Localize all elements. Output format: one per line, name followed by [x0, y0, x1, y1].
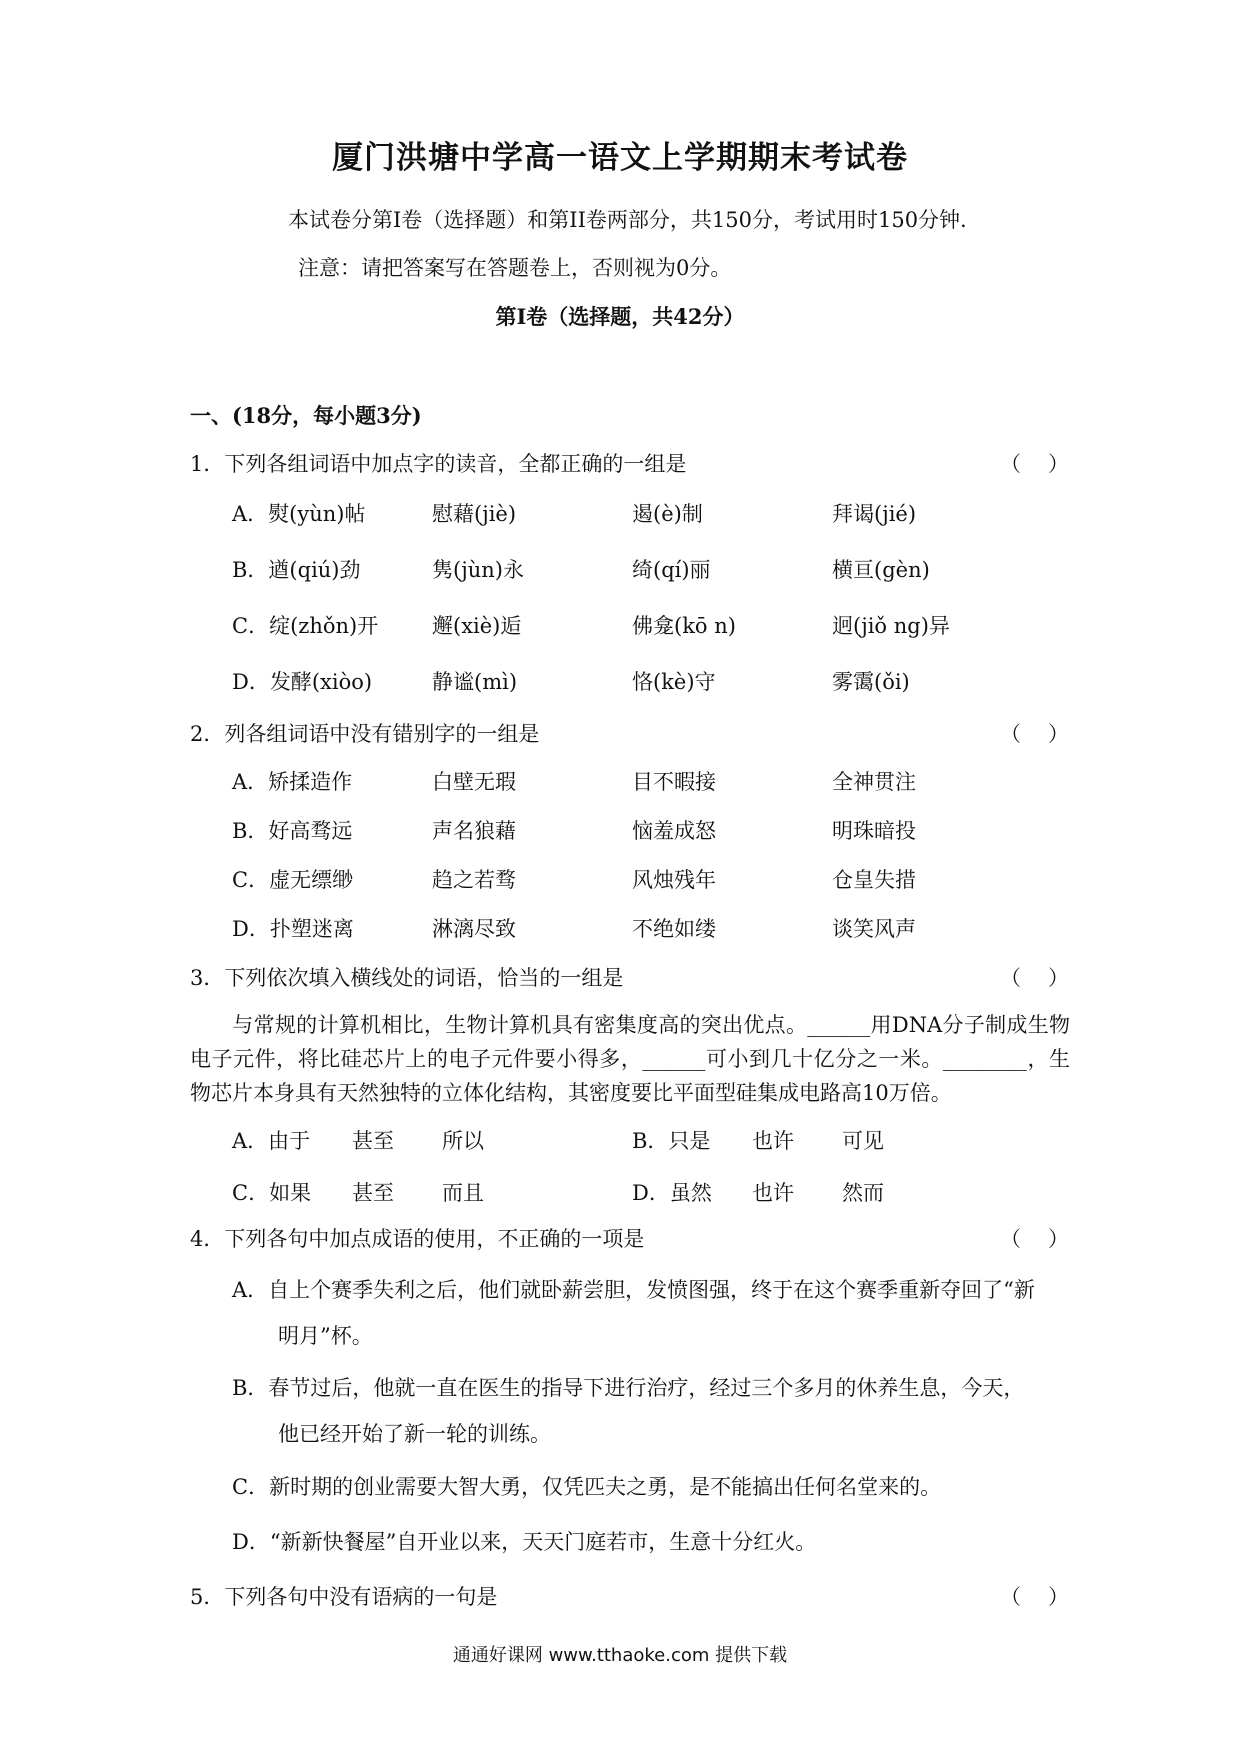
q3-option-d-1: D．虽然	[632, 1181, 712, 1205]
q1-option-b-1: B．遒(qiú)劲	[232, 558, 361, 582]
q3-option-a-1: A．由于	[232, 1129, 311, 1153]
q2-option-a-2: 白壁无瑕	[432, 770, 516, 794]
q1-option-a-3: 遏(è)制	[632, 502, 703, 526]
exam-title: 厦门洪塘中学高一语文上学期期末考试卷	[332, 140, 908, 176]
q1-option-a-2: 慰藉(jiè)	[432, 502, 517, 526]
q4-answer-bracket: （ ）	[1000, 1227, 1069, 1251]
q1-option-d-2: 静谧(mì)	[432, 670, 518, 694]
q4-stem: 4．下列各句中加点成语的使用，不正确的一项是	[190, 1227, 645, 1251]
q1-option-a-4: 拜谒(jié)	[832, 502, 917, 526]
q3-option-c-3: 而且	[442, 1181, 484, 1205]
q1-option-b-4: 横亘(gèn)	[832, 558, 930, 582]
q1-option-d-4: 雾霭(ǒi)	[832, 670, 910, 694]
q2-option-b-3: 恼羞成怒	[632, 819, 716, 843]
q2-option-c-3: 风烛残年	[632, 868, 716, 892]
q3-option-a-2: 甚至	[352, 1129, 394, 1153]
section1-heading: 一、(18分，每小题3分)	[190, 403, 422, 428]
q1-option-c-4: 迥(jiǒ ng)异	[832, 614, 950, 638]
q2-option-c-1: C．虚无缥缈	[232, 868, 354, 892]
q2-option-a-1: A．矫揉造作	[232, 770, 353, 794]
q3-option-b-1: B．只是	[632, 1129, 711, 1153]
q2-option-d-1: D．扑塑迷离	[232, 917, 354, 941]
q2-option-b-2: 声名狼藉	[432, 819, 516, 843]
q4-option-a-line1: A．自上个赛季失利之后，他们就卧薪尝胆，发愤图强，终于在这个赛季重新夺回了“新	[232, 1278, 1035, 1302]
page-footer: 通通好课网 www.tthaoke.com 提供下载	[452, 1645, 788, 1666]
q1-option-b-2: 隽(jùn)永	[432, 558, 524, 582]
q2-option-a-4: 全神贯注	[832, 770, 916, 794]
q5-stem: 5．下列各句中没有语病的一句是	[190, 1585, 498, 1609]
q3-option-a-3: 所以	[442, 1129, 484, 1153]
q2-stem: 2．列各组词语中没有错别字的一组是	[190, 722, 540, 746]
q2-option-d-3: 不绝如缕	[632, 917, 716, 941]
q4-option-a-line2: 明月”杯。	[278, 1324, 373, 1348]
q3-option-c-1: C．如果	[232, 1181, 312, 1205]
q5-answer-bracket: （ ）	[1000, 1585, 1069, 1609]
q1-option-c-2: 邂(xiè)逅	[432, 614, 522, 638]
q3-option-d-3: 然而	[842, 1181, 884, 1205]
q2-option-c-4: 仓皇失措	[832, 868, 916, 892]
q2-option-d-4: 谈笑风声	[832, 917, 916, 941]
q1-option-d-1: D．发酵(xiòo)	[232, 670, 373, 694]
q3-stem: 3．下列依次填入横线处的词语，恰当的一组是	[190, 966, 624, 990]
q2-option-d-2: 淋漓尽致	[432, 917, 516, 941]
q2-option-b-1: B．好高骛远	[232, 819, 353, 843]
q2-option-b-4: 明珠暗投	[832, 819, 916, 843]
q1-option-a-1: A．熨(yùn)帖	[232, 502, 366, 526]
q4-option-d: D．“新新快餐屋”自开业以来，天天门庭若市，生意十分红火。	[232, 1530, 817, 1554]
q3-answer-bracket: （ ）	[1000, 966, 1069, 990]
q3-option-c-2: 甚至	[352, 1181, 394, 1205]
q4-option-b-line2: 他已经开始了新一轮的训练。	[278, 1422, 551, 1446]
q3-passage-text: 与常规的计算机相比，生物计算机具有密集度高的突出优点。______用DNA分子制成生物电子元件，将比硅芯片上的电子元件要小得多，______可小到几十亿分之一米。________，生物芯片本身具有天然独特的立体化结构，其密度要比平面型硅集成电路高10万倍。	[190, 1013, 1070, 1105]
exam-notice: 注意：请把答案写在答题卷上，否则视为0分。	[298, 256, 732, 280]
q1-option-c-3: 佛龛(kō n)	[632, 614, 736, 638]
q3-option-d-2: 也许	[752, 1181, 794, 1205]
exam-intro: 本试卷分第Ⅰ卷（选择题）和第II卷两部分，共150分，考试用时150分钟.	[288, 208, 967, 232]
q2-option-c-2: 趋之若骛	[432, 868, 516, 892]
q3-option-b-3: 可见	[842, 1129, 884, 1153]
q3-option-b-2: 也许	[752, 1129, 794, 1153]
q1-answer-bracket: （ ）	[1000, 452, 1069, 476]
q1-stem: 1．下列各组词语中加点字的读音，全都正确的一组是	[190, 452, 687, 476]
q2-option-a-3: 目不暇接	[632, 770, 716, 794]
part1-heading: 第Ⅰ卷（选择题，共42分）	[495, 304, 745, 329]
q1-option-c-1: C．绽(zhǒn)开	[232, 614, 379, 638]
q2-answer-bracket: （ ）	[1000, 722, 1069, 746]
q4-option-c: C．新时期的创业需要大智大勇，仅凭匹夫之勇，是不能搞出任何名堂来的。	[232, 1475, 942, 1499]
q4-option-b-line1: B．春节过后，他就一直在医生的指导下进行治疗，经过三个多月的休养生息，今天，	[232, 1376, 1025, 1400]
q3-passage	[190, 1008, 1070, 1110]
q1-option-b-3: 绮(qí)丽	[632, 558, 711, 582]
q1-option-d-3: 恪(kè)守	[632, 670, 716, 694]
